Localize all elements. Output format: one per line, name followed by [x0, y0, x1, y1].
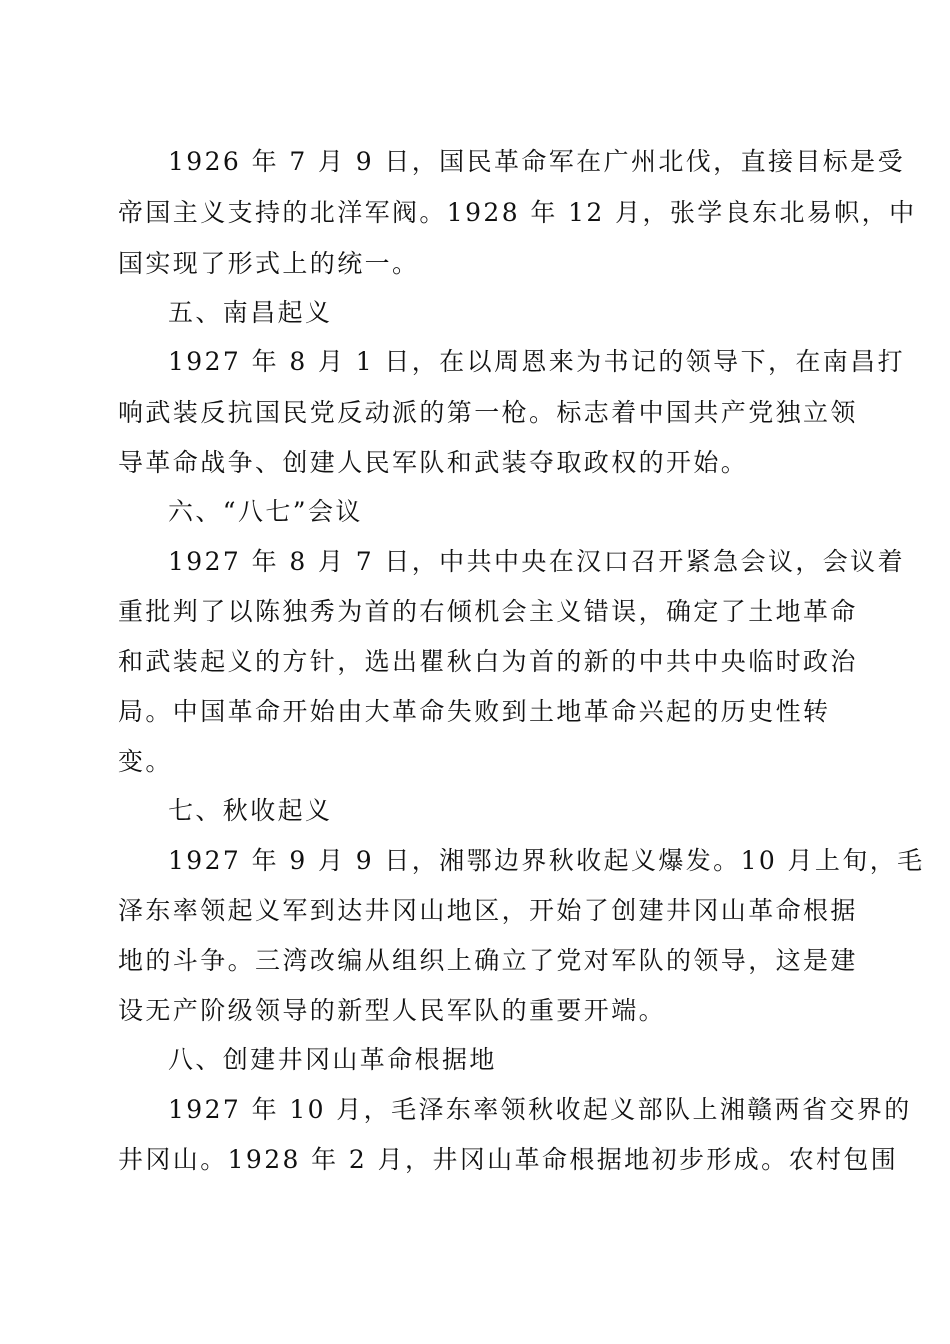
- paragraph-line: 地的斗争。三湾改编从组织上确立了党对军队的领导，这是建: [118, 946, 858, 975]
- paragraph-line: 1927 年 8 月 1 日，在以周恩来为书记的领导下，在南昌打: [168, 347, 905, 376]
- paragraph-line: 1927 年 10 月，毛泽东率领秋收起义部队上湘赣两省交界的: [168, 1095, 912, 1124]
- paragraph-line: 设无产阶级领导的新型人民军队的重要开端。: [118, 996, 667, 1025]
- paragraph-line: 导革命战争、创建人民军队和武装夺取政权的开始。: [118, 448, 749, 477]
- paragraph-line: 1927 年 8 月 7 日，中共中央在汉口召开紧急会议，会议着: [168, 547, 905, 576]
- paragraph-line: 国实现了形式上的统一。: [118, 249, 420, 278]
- paragraph-line: 变。: [118, 747, 173, 776]
- paragraph-line: 泽东率领起义军到达井冈山地区，开始了创建井冈山革命根据: [118, 896, 858, 925]
- paragraph-line: 重批判了以陈独秀为首的右倾机会主义错误，确定了土地革命: [118, 597, 858, 626]
- section-heading: 七、秋收起义: [168, 796, 333, 825]
- paragraph-line: 帝国主义支持的北洋军阀。1928 年 12 月，张学良东北易帜，中: [118, 198, 917, 227]
- paragraph-line: 响武装反抗国民党反动派的第一枪。标志着中国共产党独立领: [118, 398, 858, 427]
- paragraph-line: 井冈山。1928 年 2 月，井冈山革命根据地初步形成。农村包围: [118, 1145, 899, 1174]
- section-heading: 八、创建井冈山革命根据地: [168, 1045, 497, 1074]
- paragraph-line: 1926 年 7 月 9 日，国民革命军在广州北伐，直接目标是受: [168, 147, 905, 176]
- paragraph-line: 局。中国革命开始由大革命失败到土地革命兴起的历史性转: [118, 697, 831, 726]
- paragraph-line: 1927 年 9 月 9 日，湘鄂边界秋收起义爆发。10 月上旬，毛: [168, 846, 925, 875]
- paragraph-line: 和武装起义的方针，选出瞿秋白为首的新的中共中央临时政治: [118, 647, 858, 676]
- section-heading: 五、南昌起义: [168, 298, 333, 327]
- section-heading: 六、“八七”会议: [168, 497, 363, 526]
